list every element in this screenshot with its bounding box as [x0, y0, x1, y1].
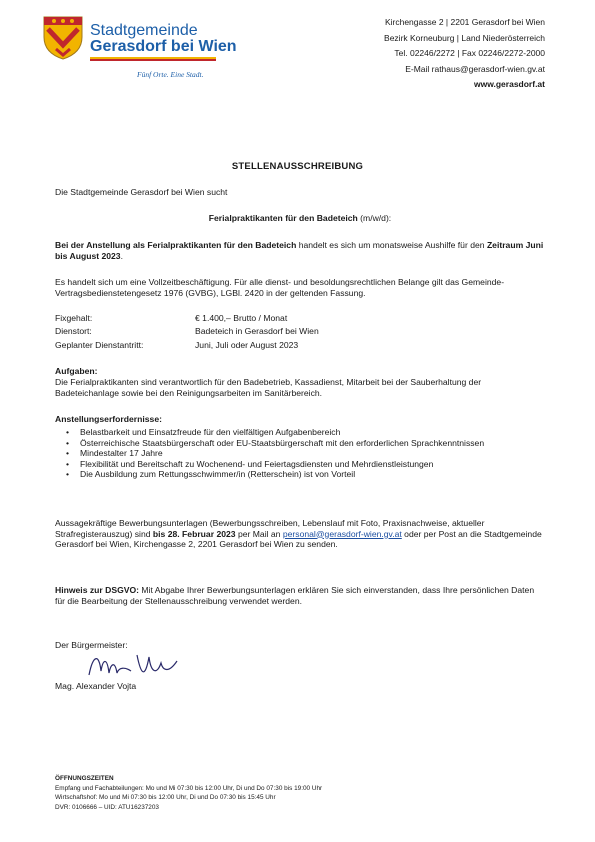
phone: Tel. 02246/2272 | Fax 02246/2272-2000 [394, 48, 545, 58]
handwritten-signature [85, 645, 185, 685]
employment-paragraph: Es handelt sich um eine Vollzeitbeschäftigung. Für alle dienst- und besoldungsrechtlichen Belange gilt das Gemeinde-Vertragsbedienstetengesetz 1976 (GVBG), LGBl. 2420 in der geltenden Fassung. [55, 277, 505, 298]
privacy-text: Mit Abgabe Ihrer Bewerbungsunterlagen erklären Sie sich einverstanden, dass Ihre persönlichen Daten für die Bearbeitung der Stellenausschreibung verwendet werden. [55, 585, 535, 606]
logo-line1: Stadtgemeinde [90, 22, 198, 39]
application-part: oder per Post an die Stadtgemeinde Gerasdorf bei Wien, Kirchengasse 2, 2201 Gerasdorf bei Wien zu senden. [55, 528, 542, 549]
website: www.gerasdorf.at [473, 79, 545, 89]
detail-value: Juni, Juli oder August 2023 [195, 340, 299, 350]
requirement-text: Flexibilität und Bereitschaft zu Wochenend- und Feiertagsdiensten und Mehrdienstleistungen [80, 458, 434, 469]
summary-part: Bei der [55, 240, 87, 250]
opening-hours-line: Empfang und Fachabteilungen: Mo und Mi 07:30 bis 12:00 Uhr, Di und Do 07:30 bis 19:00 Uhr [55, 784, 323, 792]
detail-label: Fixgehalt: [55, 313, 93, 323]
requirement-text: Mindestalter 17 Jahre [80, 448, 163, 458]
detail-value: Badeteich in Gerasdorf bei Wien [195, 326, 319, 336]
registration-line: DVR: 0106666 – UID: ATU16237203 [55, 803, 159, 811]
list-item [55, 438, 550, 449]
bullet-icon: • [66, 437, 70, 448]
email-link[interactable]: personal@gerasdorf-wien.gv.at [282, 528, 402, 539]
opening-hours-heading: ÖFFNUNGSZEITEN [55, 775, 114, 782]
intro-text: Die Stadtgemeinde Gerasdorf bei Wien sucht [55, 187, 228, 197]
position-title [55, 213, 545, 224]
bullet-icon: • [66, 427, 70, 437]
bullet-icon: • [66, 448, 70, 458]
deadline: bis 28. Februar 2023 [152, 528, 236, 539]
application-paragraph [55, 518, 545, 550]
footer [55, 774, 322, 812]
summary-paragraph [55, 240, 545, 261]
logo-rule [90, 59, 216, 61]
detail-label: Dienstort: [55, 326, 92, 336]
opening-hours-line: Wirtschaftshof: Mo und Mi 07:30 bis 12:00 Uhr, Di und Do 07:30 bis 15:45 Uhr [55, 794, 276, 802]
list-item [55, 427, 550, 438]
logo-line2: Gerasdorf bei Wien [90, 38, 237, 55]
detail-value: € 1.400,– Brutto / Monat [195, 313, 288, 323]
requirement-text: Belastbarkeit und Einsatzfreude für den vielfältigen Aufgabenbereich [80, 427, 341, 437]
requirement-text: Die Ausbildung zum Rettungsschwimmer/in (Retterschein) ist von Vorteil [80, 469, 356, 479]
tasks-heading: Aufgaben: [55, 366, 98, 376]
summary-part: . [120, 250, 123, 261]
requirement-text: Österreichische Staatsbürgerschaft oder EU-Staatsbürgerschaft mit den erforderlichen Sprachkenntnissen [80, 437, 485, 448]
district: Bezirk Korneuburg | Land Niederösterreich [384, 32, 545, 43]
position-suffix: (m/w/d): [357, 213, 392, 223]
bullet-icon: • [66, 469, 70, 479]
bullet-icon: • [66, 458, 70, 469]
email: E-Mail rathaus@gerasdorf-wien.gv.at [405, 63, 545, 74]
summary-part: handelt es sich um monatsweise Aushilfe für den [296, 240, 487, 250]
signature-role: Der Bürgermeister: [55, 640, 128, 650]
requirements-heading: Anstellungserfordernisse: [55, 414, 162, 424]
summary-emph: Anstellung als Ferialpraktikanten für den Badeteich [86, 240, 297, 250]
privacy-heading: Hinweis zur DSGVO: [55, 585, 140, 595]
application-part: per Mail an [235, 528, 283, 539]
contact-block [384, 15, 545, 93]
summary-emph: Zeitraum Juni bis August 2023 [55, 240, 544, 261]
list-item [55, 459, 550, 470]
list-item [55, 448, 550, 459]
requirements-list [55, 427, 550, 480]
address: Kirchengasse 2 | 2201 Gerasdorf bei Wien [384, 17, 545, 27]
tasks-text: Die Ferialpraktikanten sind verantwortlich für den Badebetrieb, Kassadienst, Mitarbeit bei der Sauberhaltung der Badeteichanlage sowie bei den Reinigungsarbeiten im Sanitärbereich. [55, 377, 482, 398]
logo-tagline: Fünf Orte. Eine Stadt. [137, 70, 204, 79]
detail-label: Geplanter Dienstantritt: [55, 340, 144, 350]
application-part: Aussagekräftige Bewerbungsunterlagen (Bewerbungsschreiben, Lebenslauf mit Foto, Praxisnachweise, aktueller Strafregisterauszug) sind [55, 518, 485, 539]
page-title: STELLENAUSSCHREIBUNG [231, 161, 364, 172]
coat-of-arms-icon [42, 15, 84, 61]
privacy-paragraph [55, 585, 545, 606]
list-item [55, 469, 550, 480]
signature-name: Mag. Alexander Vojta [55, 681, 137, 691]
position-name: Ferialpraktikanten für den Badeteich [208, 213, 358, 223]
